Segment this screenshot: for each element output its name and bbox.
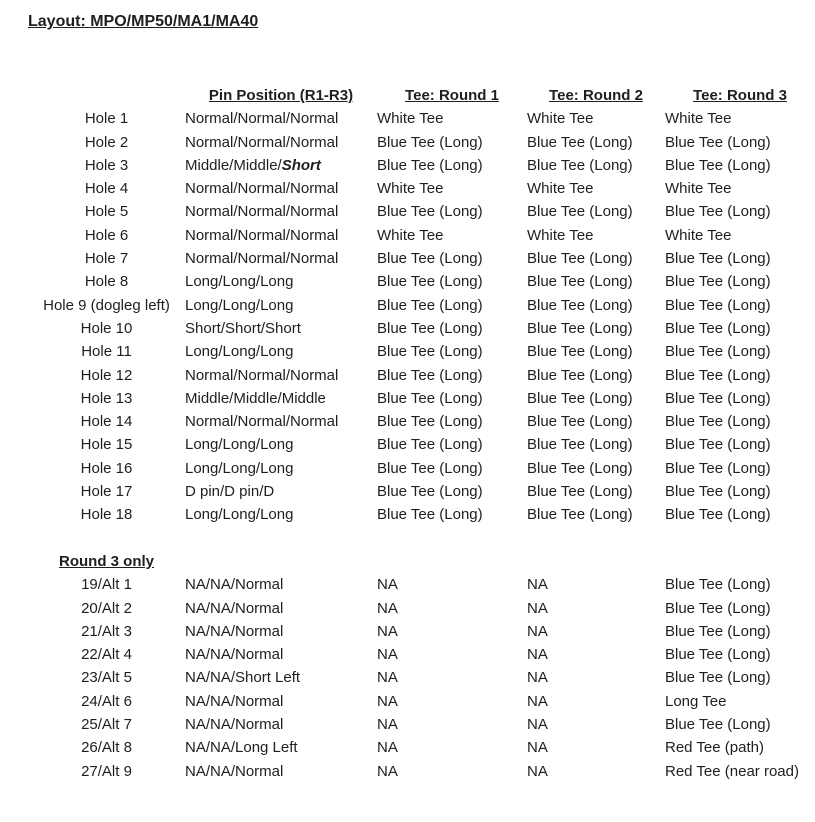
tee-round-1-cell: Blue Tee (Long) xyxy=(377,343,483,361)
hole-label: Hole 17 xyxy=(80,483,133,501)
pin-position-cell: Middle/Middle/Middle xyxy=(185,389,326,407)
hole-label: Hole 6 xyxy=(84,226,129,244)
tee-round-1-cell: White Tee xyxy=(377,180,444,198)
hole-label: Hole 2 xyxy=(84,133,129,151)
tee-round-2-cell: Blue Tee (Long) xyxy=(527,133,633,151)
hole-label: Hole 4 xyxy=(84,180,129,198)
hole-label: 27/Alt 9 xyxy=(81,762,132,780)
table-row xyxy=(28,387,815,410)
tee-round-1-cell: White Tee xyxy=(377,226,444,244)
tee-round-3-cell: Red Tee (path) xyxy=(665,739,764,757)
tee-round-1-cell: NA xyxy=(377,692,398,710)
pin-position-cell: NA/NA/Normal xyxy=(185,576,284,594)
hole-label: 20/Alt 2 xyxy=(81,599,132,617)
tee-round-2-cell: Blue Tee (Long) xyxy=(527,436,633,454)
pin-position-emphasis: Short xyxy=(281,156,321,174)
tee-round-1-cell: Blue Tee (Long) xyxy=(377,436,483,454)
hole-label: Hole 11 xyxy=(81,343,132,361)
hole-label: Hole 3 xyxy=(84,156,129,174)
table-row xyxy=(28,224,815,247)
pin-position-cell: NA/NA/Short Left xyxy=(185,669,301,687)
tee-round-1-cell: NA xyxy=(377,739,398,757)
page-title: Layout: MPO/MP50/MA1/MA40 xyxy=(28,13,259,30)
tee-round-2-cell: Blue Tee (Long) xyxy=(527,413,633,431)
tee-round-1-cell: Blue Tee (Long) xyxy=(377,319,483,337)
tee-round-2-cell: NA xyxy=(527,599,548,617)
tee-round-3-cell: Blue Tee (Long) xyxy=(665,273,771,291)
tee-round-1-cell: Blue Tee (Long) xyxy=(377,483,483,501)
tee-round-2-cell: Blue Tee (Long) xyxy=(527,156,633,174)
round3-heading-row xyxy=(28,550,815,573)
hole-label: Hole 15 xyxy=(80,436,133,454)
table-row xyxy=(28,690,815,713)
pin-position-cell: NA/NA/Normal xyxy=(185,692,284,710)
tee-round-1-cell: Blue Tee (Long) xyxy=(377,273,483,291)
col-header-hole xyxy=(28,84,185,107)
layout-table xyxy=(28,84,815,783)
main-hole-rows xyxy=(28,107,815,526)
table-row xyxy=(28,433,815,456)
tee-round-1-cell: Blue Tee (Long) xyxy=(377,413,483,431)
table-header-row xyxy=(28,84,815,107)
table-row xyxy=(28,457,815,480)
table-row xyxy=(28,131,815,154)
tee-round-2-cell: White Tee xyxy=(527,110,594,128)
pin-position-cell: NA/NA/Normal xyxy=(185,599,284,617)
pin-position-cell: Normal/Normal/Normal xyxy=(185,250,339,268)
table-row xyxy=(28,480,815,503)
pin-position-cell: D pin/D pin/D xyxy=(185,483,275,501)
pin-position-cell: Short/Short/Short xyxy=(185,319,301,337)
col-header-tee-round-2: Tee: Round 2 xyxy=(549,87,643,104)
pin-position-cell: NA/NA/Normal xyxy=(185,716,284,734)
hole-label: Hole 13 xyxy=(80,389,133,407)
tee-round-2-cell: NA xyxy=(527,762,548,780)
tee-round-3-cell: Blue Tee (Long) xyxy=(665,576,771,594)
tee-round-3-cell: Blue Tee (Long) xyxy=(665,669,771,687)
hole-label: Hole 12 xyxy=(80,366,133,384)
tee-round-3-cell: White Tee xyxy=(665,110,732,128)
tee-round-3-cell: Blue Tee (Long) xyxy=(665,203,771,221)
tee-round-3-cell: Blue Tee (Long) xyxy=(665,483,771,501)
tee-round-3-cell: Red Tee (near road) xyxy=(665,762,799,780)
tee-round-1-cell: White Tee xyxy=(377,110,444,128)
tee-round-2-cell: Blue Tee (Long) xyxy=(527,343,633,361)
tee-round-2-cell: Blue Tee (Long) xyxy=(527,296,633,314)
tee-round-3-cell: Blue Tee (Long) xyxy=(665,436,771,454)
pin-position-cell: Middle/Middle/Short xyxy=(185,156,321,174)
col-header-tee-round-1: Tee: Round 1 xyxy=(405,87,499,104)
tee-round-3-cell: Blue Tee (Long) xyxy=(665,133,771,151)
pin-position-cell: Long/Long/Long xyxy=(185,343,294,361)
pin-position-cell: Normal/Normal/Normal xyxy=(185,133,339,151)
pin-position-cell: NA/NA/Long Left xyxy=(185,739,298,757)
tee-round-2-cell: Blue Tee (Long) xyxy=(527,273,633,291)
table-row xyxy=(28,200,815,223)
table-row xyxy=(28,643,815,666)
tee-round-3-cell: Blue Tee (Long) xyxy=(665,250,771,268)
tee-round-2-cell: NA xyxy=(527,692,548,710)
tee-round-1-cell: Blue Tee (Long) xyxy=(377,366,483,384)
tee-round-1-cell: Blue Tee (Long) xyxy=(377,506,483,524)
tee-round-3-cell: Blue Tee (Long) xyxy=(665,343,771,361)
hole-label: 25/Alt 7 xyxy=(81,716,132,734)
tee-round-2-cell: Blue Tee (Long) xyxy=(527,203,633,221)
tee-round-1-cell: Blue Tee (Long) xyxy=(377,389,483,407)
table-row xyxy=(28,410,815,433)
table-row xyxy=(28,666,815,689)
tee-round-1-cell: Blue Tee (Long) xyxy=(377,203,483,221)
pin-position-cell: Long/Long/Long xyxy=(185,459,294,477)
tee-round-2-cell: White Tee xyxy=(527,180,594,198)
tee-round-2-cell: Blue Tee (Long) xyxy=(527,483,633,501)
tee-round-3-cell: Long Tee xyxy=(665,692,727,710)
tee-round-3-cell: White Tee xyxy=(665,226,732,244)
hole-label: Hole 8 xyxy=(84,273,129,291)
tee-round-2-cell: NA xyxy=(527,646,548,664)
tee-round-1-cell: Blue Tee (Long) xyxy=(377,296,483,314)
hole-label: 22/Alt 4 xyxy=(81,646,132,664)
table-row xyxy=(28,503,815,526)
tee-round-3-cell: Blue Tee (Long) xyxy=(665,413,771,431)
table-row xyxy=(28,317,815,340)
pin-position-cell: Normal/Normal/Normal xyxy=(185,110,339,128)
pin-position-cell: Long/Long/Long xyxy=(185,506,294,524)
tee-round-3-cell: Blue Tee (Long) xyxy=(665,506,771,524)
tee-round-3-cell: Blue Tee (Long) xyxy=(665,599,771,617)
tee-round-3-cell: Blue Tee (Long) xyxy=(665,646,771,664)
tee-round-1-cell: NA xyxy=(377,576,398,594)
tee-round-1-cell: NA xyxy=(377,716,398,734)
hole-label: Hole 5 xyxy=(84,203,129,221)
pin-position-cell: NA/NA/Normal xyxy=(185,762,284,780)
tee-round-2-cell: Blue Tee (Long) xyxy=(527,250,633,268)
pin-position-cell: Normal/Normal/Normal xyxy=(185,203,339,221)
table-row xyxy=(28,573,815,596)
tee-round-2-cell: NA xyxy=(527,669,548,687)
tee-round-2-cell: NA xyxy=(527,716,548,734)
table-row xyxy=(28,364,815,387)
table-row xyxy=(28,340,815,363)
tee-round-3-cell: Blue Tee (Long) xyxy=(665,716,771,734)
tee-round-3-cell: Blue Tee (Long) xyxy=(665,296,771,314)
table-row xyxy=(28,597,815,620)
hole-label: Hole 14 xyxy=(80,413,133,431)
tee-round-2-cell: Blue Tee (Long) xyxy=(527,459,633,477)
round3-alt-rows xyxy=(28,573,815,783)
tee-round-3-cell: Blue Tee (Long) xyxy=(665,366,771,384)
table-row xyxy=(28,247,815,270)
tee-round-2-cell: Blue Tee (Long) xyxy=(527,389,633,407)
hole-label: 21/Alt 3 xyxy=(81,622,132,640)
table-row xyxy=(28,713,815,736)
tee-round-3-cell: Blue Tee (Long) xyxy=(665,389,771,407)
hole-label: Hole 16 xyxy=(80,459,133,477)
tee-round-2-cell: NA xyxy=(527,622,548,640)
table-row xyxy=(28,294,815,317)
table-row xyxy=(28,620,815,643)
pin-position-cell: NA/NA/Normal xyxy=(185,646,284,664)
tee-round-3-cell: White Tee xyxy=(665,180,732,198)
tee-round-3-cell: Blue Tee (Long) xyxy=(665,156,771,174)
pin-position-cell: NA/NA/Normal xyxy=(185,622,284,640)
col-header-pin-position: Pin Position (R1-R3) xyxy=(208,87,354,104)
table-row xyxy=(28,760,815,783)
hole-label: Hole 18 xyxy=(80,506,133,524)
spacer-row xyxy=(28,527,815,550)
pin-position-cell: Long/Long/Long xyxy=(185,273,294,291)
tee-round-1-cell: Blue Tee (Long) xyxy=(377,133,483,151)
hole-label: Hole 9 (dogleg left) xyxy=(43,296,170,314)
round3-only-heading: Round 3 only xyxy=(59,552,154,570)
tee-round-2-cell: Blue Tee (Long) xyxy=(527,366,633,384)
hole-label: Hole 7 xyxy=(84,250,129,268)
tee-round-3-cell: Blue Tee (Long) xyxy=(665,622,771,640)
hole-label: Hole 1 xyxy=(84,110,129,128)
table-row xyxy=(28,177,815,200)
table-row xyxy=(28,270,815,293)
tee-round-1-cell: NA xyxy=(377,762,398,780)
tee-round-1-cell: NA xyxy=(377,599,398,617)
tee-round-2-cell: Blue Tee (Long) xyxy=(527,319,633,337)
tee-round-2-cell: Blue Tee (Long) xyxy=(527,506,633,524)
hole-label: 19/Alt 1 xyxy=(81,576,132,594)
table-row xyxy=(28,154,815,177)
hole-label: 23/Alt 5 xyxy=(81,669,132,687)
table-row xyxy=(28,107,815,130)
pin-position-cell: Long/Long/Long xyxy=(185,296,294,314)
tee-round-3-cell: Blue Tee (Long) xyxy=(665,319,771,337)
tee-round-2-cell: NA xyxy=(527,739,548,757)
table-row xyxy=(28,736,815,759)
col-header-tee-round-3: Tee: Round 3 xyxy=(693,87,787,104)
hole-label: Hole 10 xyxy=(80,319,133,337)
tee-round-1-cell: Blue Tee (Long) xyxy=(377,459,483,477)
pin-position-cell: Long/Long/Long xyxy=(185,436,294,454)
hole-label: 26/Alt 8 xyxy=(81,739,132,757)
hole-label: 24/Alt 6 xyxy=(81,692,132,710)
tee-round-1-cell: NA xyxy=(377,669,398,687)
tee-round-1-cell: NA xyxy=(377,622,398,640)
tee-round-1-cell: Blue Tee (Long) xyxy=(377,156,483,174)
pin-position-cell: Normal/Normal/Normal xyxy=(185,413,339,431)
tee-round-3-cell: Blue Tee (Long) xyxy=(665,459,771,477)
tee-round-1-cell: Blue Tee (Long) xyxy=(377,250,483,268)
pin-position-cell: Normal/Normal/Normal xyxy=(185,366,339,384)
pin-position-cell: Normal/Normal/Normal xyxy=(185,226,339,244)
tee-round-1-cell: NA xyxy=(377,646,398,664)
tee-round-2-cell: White Tee xyxy=(527,226,594,244)
pin-position-cell: Normal/Normal/Normal xyxy=(185,180,339,198)
tee-round-2-cell: NA xyxy=(527,576,548,594)
